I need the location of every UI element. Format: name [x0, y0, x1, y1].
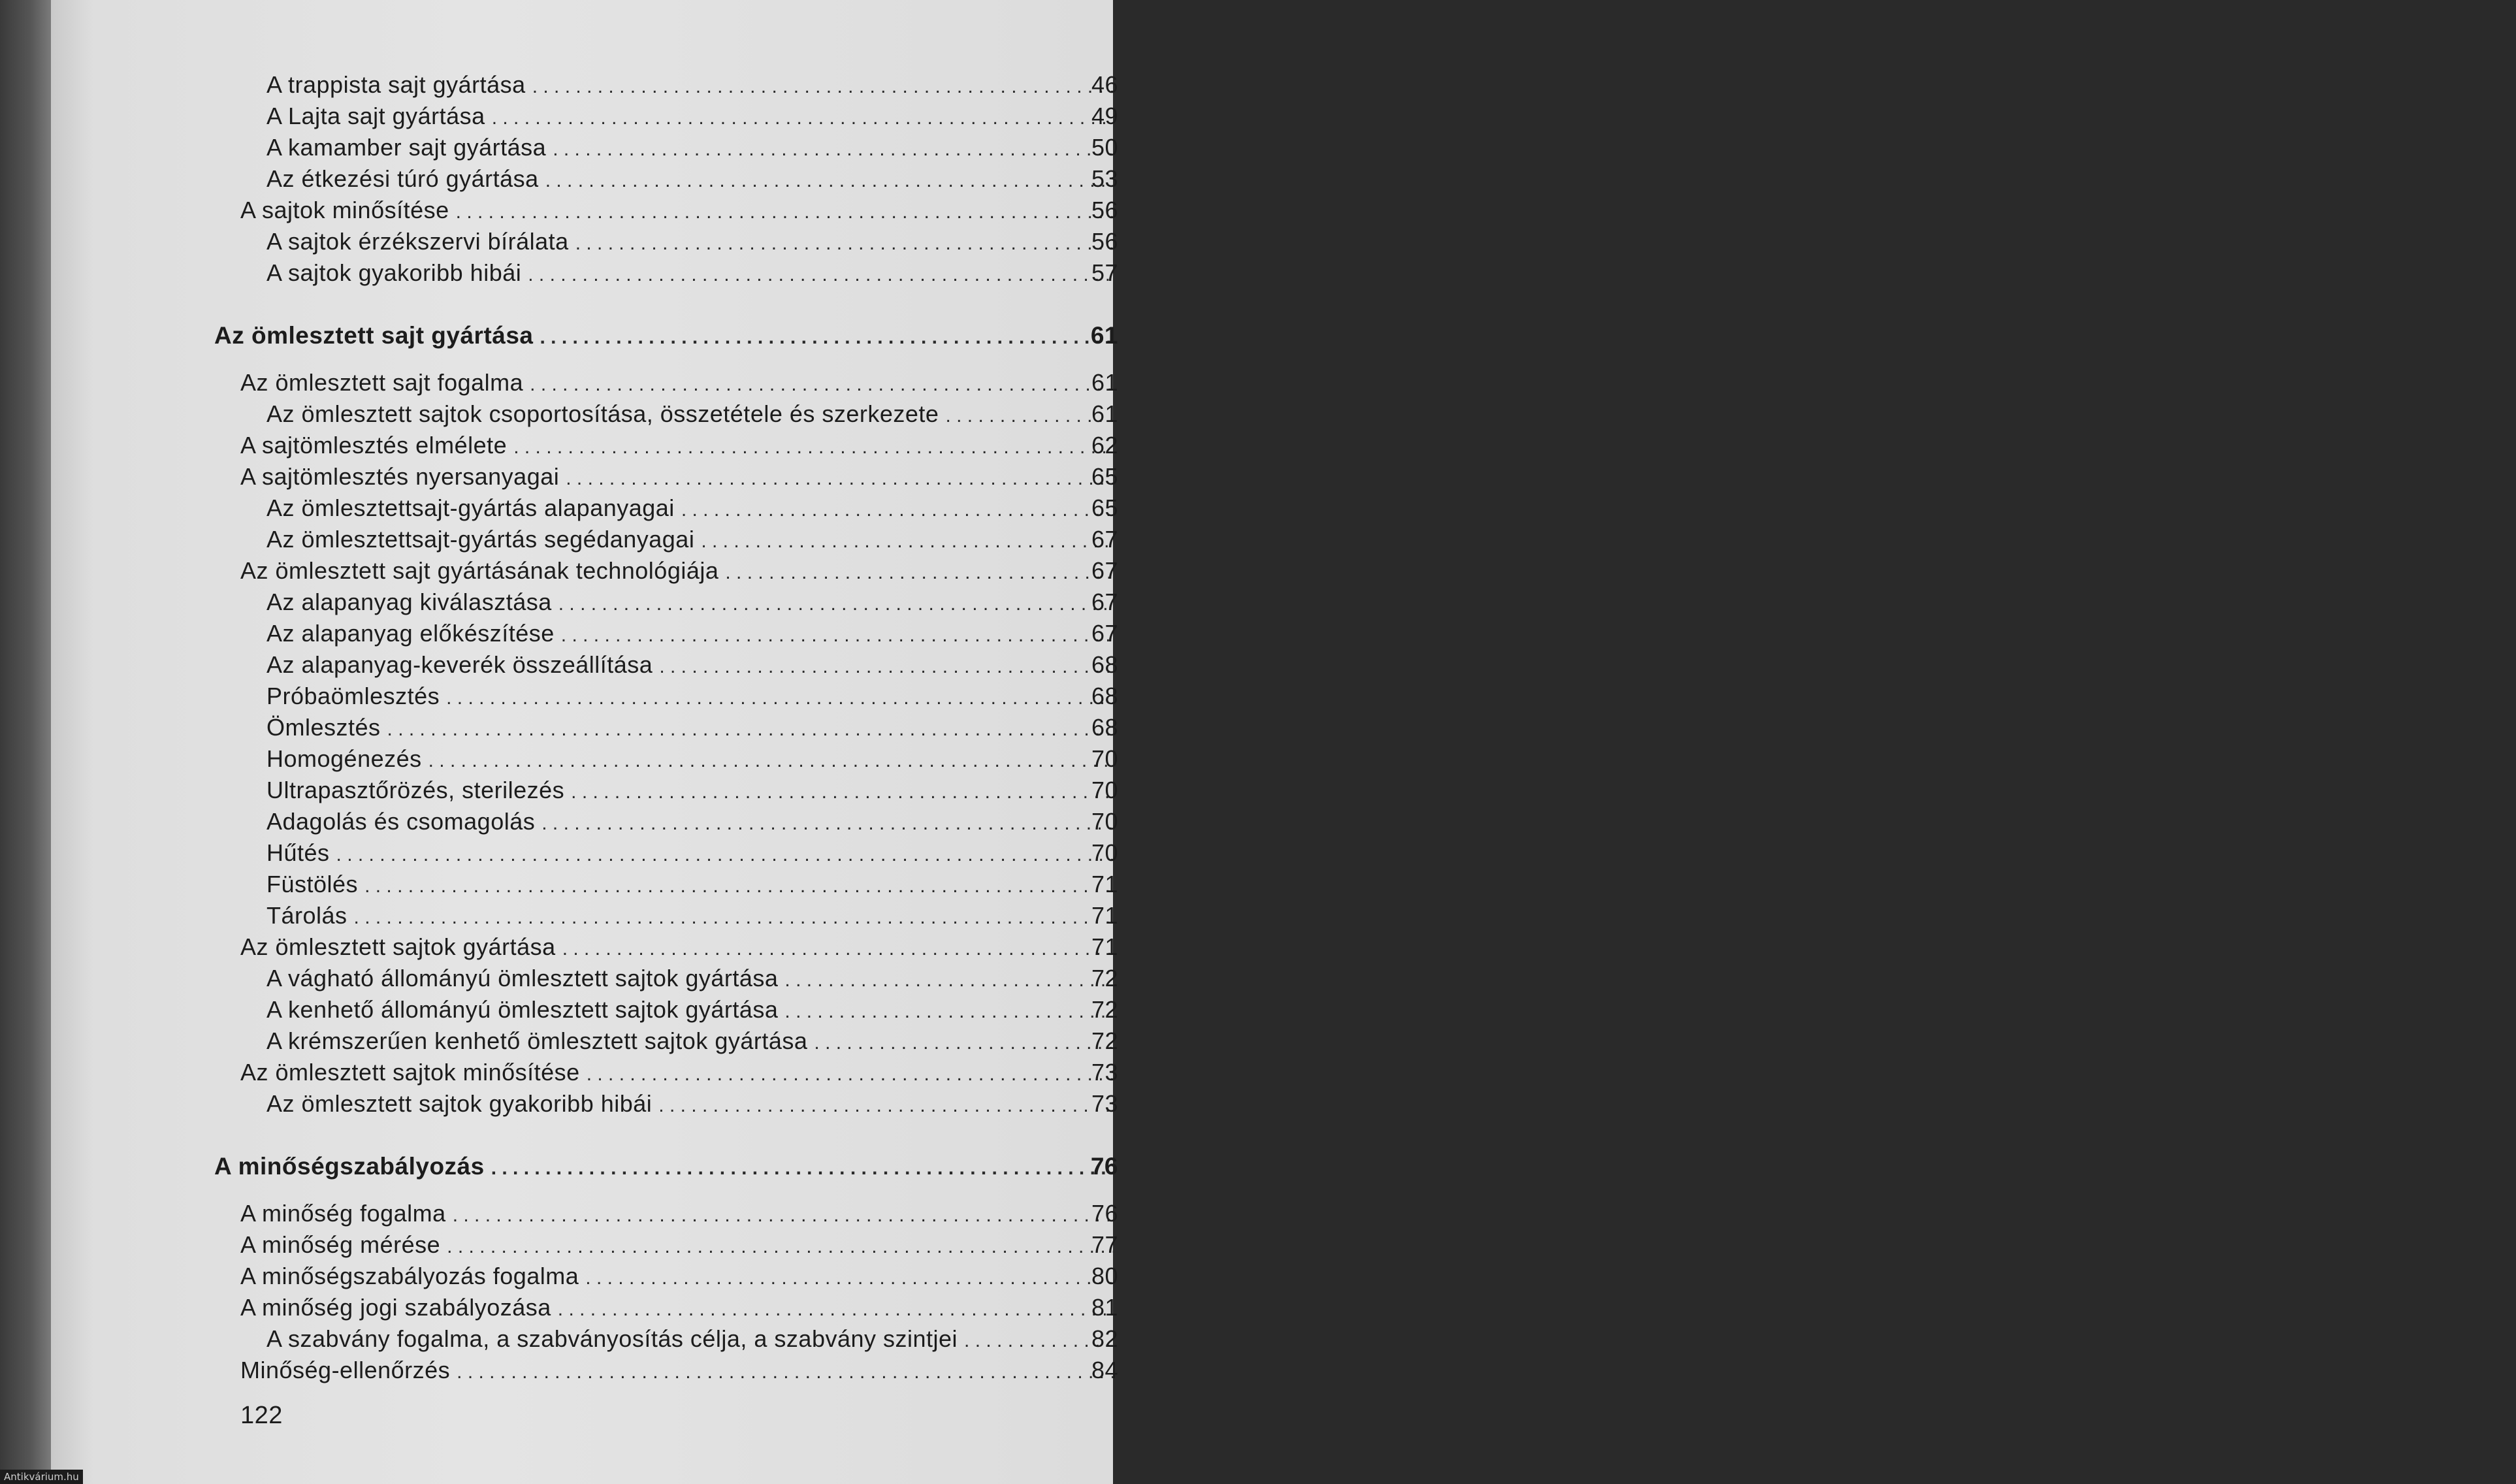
toc-entry — [266, 839, 1118, 867]
toc-entry — [240, 1231, 1118, 1259]
toc-entry-page: 73 — [1091, 1090, 1118, 1117]
toc-entry-title: A sajtok minősítése — [240, 197, 449, 223]
page-number: 122 — [240, 1402, 283, 1429]
toc-entry-title: Az ömlesztettsajt-gyártás segédanyagai — [266, 526, 695, 553]
dot-leader — [428, 747, 1980, 775]
toc-entry-page: 70 — [1091, 839, 1118, 866]
toc-entry — [266, 227, 1118, 256]
toc-entry-page: 77 — [1091, 1231, 1118, 1258]
toc-entry-title: A sajtok érzékszervi bírálata — [266, 228, 569, 255]
toc-entry — [240, 1356, 1118, 1385]
dot-leader — [964, 1327, 2515, 1355]
toc-entry-title: Az ömlesztett sajtok gyártása — [240, 933, 556, 960]
toc-entry — [266, 682, 1118, 711]
dot-leader — [725, 558, 2276, 587]
toc-entry — [266, 71, 1118, 99]
toc-entry — [240, 556, 1118, 585]
watermark: Antikvárium.hu — [0, 1470, 83, 1484]
toc-entry — [266, 1089, 1118, 1118]
toc-entry-title: A minőségszabályozás — [214, 1153, 485, 1180]
toc-entry-page: 67 — [1091, 526, 1118, 553]
toc-entry — [240, 1293, 1118, 1322]
toc-entry-title: Az alapanyag előkészítése — [266, 620, 555, 647]
dot-leader — [587, 1060, 2138, 1089]
toc-entry-page: 67 — [1091, 620, 1118, 647]
dot-leader — [784, 997, 2336, 1026]
dot-leader — [566, 464, 2117, 493]
toc-entry-title: Homogénezés — [266, 745, 422, 772]
toc-entry-title: Az ömlesztett sajtok csoportosítása, összetétele és szerkezete — [266, 400, 939, 427]
toc-entry-title: Az ömlesztett sajtok minősítése — [240, 1059, 580, 1086]
toc-entry-page: 57 — [1091, 259, 1118, 286]
toc-entry — [266, 1325, 1118, 1353]
toc-entry-page: 61 — [1091, 400, 1118, 427]
toc-entry — [240, 1058, 1118, 1087]
dot-leader — [814, 1029, 2365, 1057]
toc-entry-title: Ultrapasztőrözés, sterilezés — [266, 777, 565, 803]
toc-entry-title: A szabvány fogalma, a szabványosítás célja, a szabvány szintjei — [266, 1325, 958, 1352]
dot-leader — [456, 198, 2007, 227]
toc-entry-page: 56 — [1091, 197, 1118, 223]
toc-entry-title: A minőség mérése — [240, 1231, 441, 1258]
toc-entry — [266, 745, 1118, 773]
dot-leader — [447, 1233, 1998, 1261]
toc-entry — [266, 995, 1118, 1024]
toc-entry-page: 67 — [1091, 557, 1118, 584]
toc-entry-title: Az étkezési túró gyártása — [266, 165, 539, 192]
toc-entry-page: 46 — [1091, 71, 1118, 98]
dot-leader — [575, 229, 2127, 258]
toc-chapter-entry — [214, 321, 1118, 350]
toc-chapter-entry — [214, 1152, 1118, 1181]
toc-entry — [266, 259, 1118, 287]
dot-leader — [364, 872, 1916, 901]
dot-leader — [562, 935, 2114, 963]
dot-leader — [784, 966, 2336, 995]
toc-entry-title: A minőség jogi szabályozása — [240, 1294, 551, 1321]
dot-leader — [541, 809, 2093, 838]
toc-entry — [240, 462, 1118, 491]
toc-entry-page: 70 — [1091, 808, 1118, 835]
dot-leader — [561, 621, 2112, 650]
toc-entry-page: 68 — [1091, 651, 1118, 678]
toc-entry — [240, 1199, 1118, 1228]
dot-leader — [571, 778, 2122, 807]
toc-entry — [240, 368, 1118, 397]
dot-leader — [658, 1091, 2210, 1120]
toc-entry — [266, 1027, 1118, 1056]
toc-entry-page: 61 — [1090, 322, 1118, 349]
toc-entry-title: Az ömlesztett sajtok gyakoribb hibái — [266, 1090, 653, 1117]
toc-entry — [266, 525, 1118, 554]
toc-entry — [266, 870, 1118, 899]
toc-entry-title: A sajtok gyakoribb hibái — [266, 259, 522, 286]
toc-entry-title: Az ömlesztett sajt gyártása — [214, 322, 534, 349]
toc-entry-page: 84 — [1091, 1357, 1118, 1383]
dot-leader — [532, 73, 2084, 101]
toc-entry-title: A Lajta sajt gyártása — [266, 103, 485, 129]
dot-leader — [528, 261, 2079, 289]
dot-leader — [453, 1201, 2004, 1230]
dot-leader — [558, 1295, 2109, 1324]
toc-entry — [240, 431, 1118, 460]
toc-entry-title: Az ömlesztettsajt-gyártás alapanyagai — [266, 494, 675, 521]
toc-entry-page: 56 — [1091, 228, 1118, 255]
toc-entry-page: 73 — [1091, 1059, 1118, 1086]
toc-entry-title: Az ömlesztett sajt fogalma — [240, 369, 524, 396]
toc-entry — [240, 196, 1118, 225]
toc-entry-page: 68 — [1091, 683, 1118, 709]
toc-entry-page: 49 — [1091, 103, 1118, 129]
toc-entry-page: 68 — [1091, 714, 1118, 741]
toc-entry-page: 71 — [1091, 902, 1118, 929]
toc-entry-title: Ömlesztés — [266, 714, 381, 741]
toc-entry-title: A sajtömlesztés nyersanyagai — [240, 463, 560, 490]
toc-entry-title: Az ömlesztett sajt gyártásának technológiája — [240, 557, 719, 584]
toc-entry — [266, 964, 1118, 993]
book-spine-edge — [0, 0, 51, 1484]
toc-entry-title: Az alapanyag-keverék összeállítása — [266, 651, 653, 678]
toc-entry-title: A trappista sajt gyártása — [266, 71, 526, 98]
toc-entry — [266, 102, 1118, 131]
dot-leader — [492, 104, 2043, 133]
dot-leader — [491, 1154, 2042, 1183]
toc-entry — [266, 133, 1118, 162]
toc-entry-page: 72 — [1091, 1027, 1118, 1054]
dot-leader — [681, 496, 2233, 524]
toc-entry-page: 72 — [1091, 965, 1118, 992]
toc-entry-page: 76 — [1090, 1153, 1118, 1180]
dot-leader — [540, 323, 2091, 352]
dot-leader — [457, 1358, 2008, 1387]
dot-leader — [354, 903, 1905, 932]
toc-entry-page: 62 — [1091, 432, 1118, 459]
dot-leader — [446, 684, 1997, 713]
toc-entry-title: A minőség fogalma — [240, 1200, 446, 1227]
toc-entry — [266, 165, 1118, 193]
book-page — [51, 0, 1118, 1484]
toc-entry-page: 80 — [1091, 1263, 1118, 1289]
toc-entry-title: Próbaömlesztés — [266, 683, 440, 709]
toc-entry-title: A kenhető állományú ömlesztett sajtok gyártása — [266, 996, 779, 1023]
toc-entry-page: 76 — [1091, 1200, 1118, 1227]
toc-entry-page: 53 — [1091, 165, 1118, 192]
toc-entry-title: A vágható állományú ömlesztett sajtok gyártása — [266, 965, 779, 992]
dot-leader — [558, 590, 2110, 619]
toc-entry-page: 70 — [1091, 745, 1118, 772]
toc-entry — [266, 619, 1118, 648]
toc-entry — [266, 776, 1118, 805]
toc-entry-title: Füstölés — [266, 871, 359, 897]
toc-entry-title: Tárolás — [266, 902, 347, 929]
toc-entry-title: A minőségszabályozás fogalma — [240, 1263, 579, 1289]
toc-entry-page: 70 — [1091, 777, 1118, 803]
toc-entry — [266, 901, 1118, 930]
toc-entry-page: 50 — [1091, 134, 1118, 161]
dot-leader — [659, 653, 2210, 681]
toc-entry-page: 82 — [1091, 1325, 1118, 1352]
toc-entry-page: 71 — [1091, 933, 1118, 960]
toc-entry-page: 71 — [1091, 871, 1118, 897]
dot-leader — [553, 135, 2104, 164]
toc-entry-title: Adagolás és csomagolás — [266, 808, 536, 835]
toc-entry — [266, 713, 1118, 742]
toc-entry-title: Minőség-ellenőrzés — [240, 1357, 451, 1383]
dot-leader — [945, 402, 2496, 430]
toc-entry-title: A kamamber sajt gyártása — [266, 134, 547, 161]
dot-leader — [513, 433, 2065, 462]
toc-entry-title: Az alapanyag kiválasztása — [266, 589, 552, 615]
toc-entry-page: 72 — [1091, 996, 1118, 1023]
toc-entry-page: 65 — [1091, 494, 1118, 521]
dot-leader — [545, 167, 2097, 195]
dot-leader — [701, 527, 2252, 556]
toc-entry-page: 67 — [1091, 589, 1118, 615]
toc-entry — [266, 651, 1118, 679]
toc-entry — [266, 400, 1118, 428]
toc-entry — [266, 807, 1118, 836]
toc-entry — [240, 1262, 1118, 1291]
dot-leader — [585, 1264, 2137, 1293]
toc-entry-title: A krémszerűen kenhető ömlesztett sajtok gyártása — [266, 1027, 808, 1054]
toc-entry-title: A sajtömlesztés elmélete — [240, 432, 508, 459]
toc-entry — [266, 494, 1118, 523]
dot-leader — [530, 370, 2081, 399]
toc-entry — [266, 588, 1118, 617]
toc-entry-title: Hűtés — [266, 839, 330, 866]
toc-entry-page: 61 — [1091, 369, 1118, 396]
toc-entry-page: 81 — [1091, 1294, 1118, 1321]
dot-leader — [387, 715, 1939, 744]
toc-entry — [240, 933, 1118, 961]
toc-entry-page: 65 — [1091, 463, 1118, 490]
